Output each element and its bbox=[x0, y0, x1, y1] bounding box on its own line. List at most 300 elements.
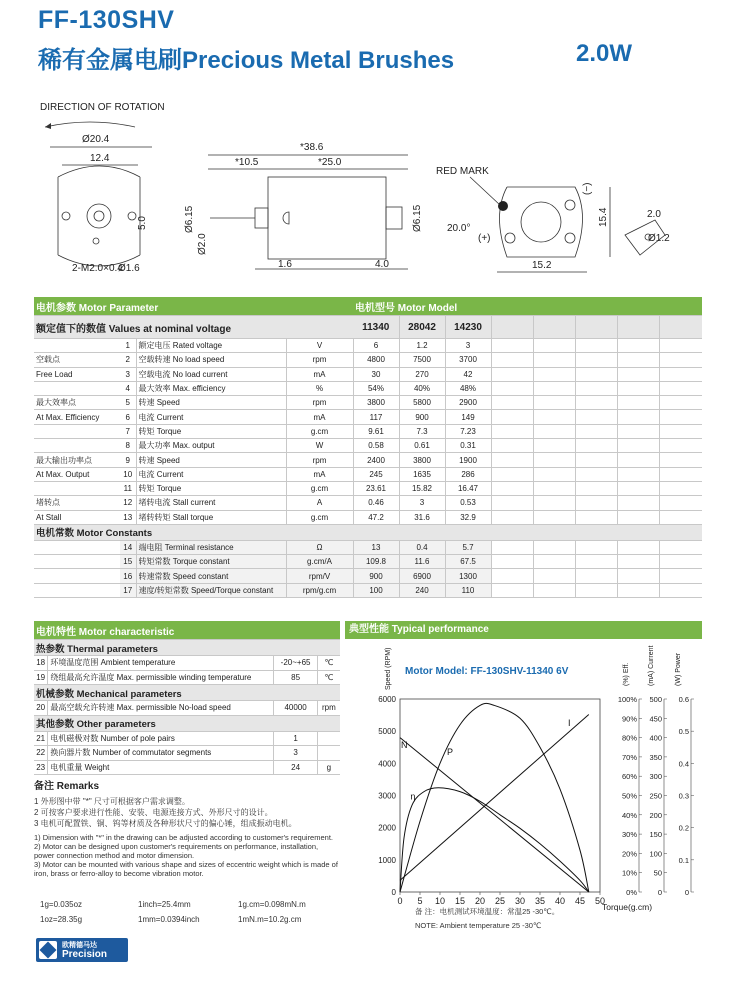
unit-3: 1g.cm=0.098mN.m bbox=[238, 900, 306, 909]
row-value: 110 bbox=[445, 583, 491, 597]
side-d1: Ø6.15 bbox=[184, 205, 195, 233]
empty-cell bbox=[659, 569, 702, 583]
table-row bbox=[34, 367, 702, 381]
current-tick-label: 500 bbox=[649, 695, 662, 704]
empty-cell bbox=[533, 439, 575, 453]
row-item: 转矩常数 Torque constant bbox=[136, 555, 286, 569]
row-group: 最大效率点 bbox=[34, 396, 120, 410]
table-row bbox=[34, 555, 702, 569]
row-group: At Max. Output bbox=[34, 467, 120, 481]
row-value: 1 bbox=[274, 731, 317, 746]
row-value: 3800 bbox=[353, 396, 399, 410]
empty-cell bbox=[617, 424, 659, 438]
other-subheader: 其他参数 Other parameters bbox=[34, 715, 340, 731]
empty-cell bbox=[659, 424, 702, 438]
row-number: 7 bbox=[120, 424, 136, 438]
x-tick-label: 30 bbox=[514, 896, 526, 906]
eff-tick-label: 100% bbox=[617, 695, 637, 704]
rear-outline bbox=[500, 187, 583, 257]
row-unit: rpm/V bbox=[286, 569, 353, 583]
rear-height: 15.4 bbox=[598, 207, 609, 227]
empty-cell bbox=[575, 396, 617, 410]
empty-cell bbox=[491, 424, 533, 438]
speed-tick-label: 6000 bbox=[378, 695, 396, 704]
row-number: 19 bbox=[34, 670, 48, 685]
row-unit: V bbox=[286, 339, 353, 353]
model-col-1: 11340 bbox=[353, 316, 399, 339]
empty-cell bbox=[533, 396, 575, 410]
empty-cell bbox=[491, 381, 533, 395]
table-row bbox=[34, 396, 702, 410]
row-unit bbox=[317, 731, 340, 746]
unit-5: 1mm=0.0394inch bbox=[138, 915, 200, 924]
x-tick-label: 25 bbox=[494, 896, 506, 906]
remark-cn-1: 1 外形图中带 "*" 尺寸可根据客户需求调整。 bbox=[34, 797, 190, 806]
empty-cell bbox=[617, 510, 659, 524]
x-tick-label: 15 bbox=[454, 896, 466, 906]
side-l2: *25.0 bbox=[318, 157, 342, 168]
row-value: 100 bbox=[353, 583, 399, 597]
row-item: 最大效率 Max. efficiency bbox=[136, 381, 286, 395]
series-label: η bbox=[410, 791, 416, 802]
row-value: 2400 bbox=[353, 453, 399, 467]
row-unit: rpm/g.cm bbox=[286, 583, 353, 597]
row-value: 42 bbox=[445, 367, 491, 381]
power-tick-label: 0.2 bbox=[678, 823, 689, 833]
empty-cell bbox=[491, 569, 533, 583]
row-value: 24 bbox=[274, 760, 317, 775]
eff-tick-label: 10% bbox=[621, 868, 637, 878]
row-item: 电机磁极对数 Number of pole pairs bbox=[48, 731, 274, 746]
row-value: 900 bbox=[399, 410, 445, 424]
empty-cell bbox=[575, 583, 617, 597]
empty-cell bbox=[491, 453, 533, 467]
empty-cell bbox=[617, 381, 659, 395]
row-value: 9.61 bbox=[353, 424, 399, 438]
row-group: 最大输出功率点 bbox=[34, 453, 120, 467]
row-number: 3 bbox=[120, 367, 136, 381]
power-tick-label: 0.6 bbox=[678, 695, 689, 704]
empty-cell bbox=[491, 555, 533, 569]
row-value: 3700 bbox=[445, 353, 491, 367]
empty-cell bbox=[659, 453, 702, 467]
row-number: 18 bbox=[34, 656, 48, 671]
row-group bbox=[34, 540, 120, 554]
row-value: 1.2 bbox=[399, 339, 445, 353]
row-unit: % bbox=[286, 381, 353, 395]
row-group bbox=[34, 381, 120, 395]
row-value: 40000 bbox=[274, 701, 317, 716]
power-tick-label: 0.1 bbox=[678, 855, 689, 865]
front-height: 5.0 bbox=[137, 216, 148, 230]
chart-note-en: NOTE: Ambient temperature 25 -30℃ bbox=[415, 921, 542, 930]
series-line bbox=[400, 738, 589, 892]
x-tick-label: 5 bbox=[417, 896, 423, 906]
row-unit: mA bbox=[286, 367, 353, 381]
empty-cell bbox=[533, 510, 575, 524]
row-number: 10 bbox=[120, 467, 136, 481]
row-value: 6900 bbox=[399, 569, 445, 583]
row-value: 0.4 bbox=[399, 540, 445, 554]
unit-2: 1inch=25.4mm bbox=[138, 900, 191, 909]
row-value: 245 bbox=[353, 467, 399, 481]
model-col-2: 28042 bbox=[399, 316, 445, 339]
row-item: 转速常数 Speed constant bbox=[136, 569, 286, 583]
power-tick-label: 0 bbox=[684, 888, 689, 897]
series-line bbox=[400, 714, 589, 880]
row-value: 3 bbox=[274, 746, 317, 761]
row-value: 4800 bbox=[353, 353, 399, 367]
empty-cell bbox=[533, 555, 575, 569]
table-row bbox=[34, 439, 702, 453]
empty-cell bbox=[491, 540, 533, 554]
empty-cell bbox=[533, 583, 575, 597]
table-row bbox=[34, 583, 702, 597]
empty-cell bbox=[575, 555, 617, 569]
row-value: 0.46 bbox=[353, 496, 399, 510]
model-header: 电机型号 Motor Model bbox=[353, 297, 702, 316]
row-item: 最大功率 Max. output bbox=[136, 439, 286, 453]
row-unit: g.cm bbox=[286, 481, 353, 495]
power-tick-label: 0.3 bbox=[678, 791, 689, 801]
row-value: 13 bbox=[353, 540, 399, 554]
empty-cell bbox=[617, 569, 659, 583]
row-number: 13 bbox=[120, 510, 136, 524]
empty-cell bbox=[533, 481, 575, 495]
x-tick-label: 45 bbox=[574, 896, 586, 906]
rear-plus: (+) bbox=[478, 233, 491, 244]
row-unit: Ω bbox=[286, 540, 353, 554]
eff-tick-label: 20% bbox=[621, 849, 637, 859]
empty-cell bbox=[659, 481, 702, 495]
nominal-subheader: 额定值下的数值 Values at nominal voltage bbox=[34, 316, 353, 339]
empty-cell bbox=[575, 467, 617, 481]
empty-cell bbox=[617, 467, 659, 481]
speed-tick-label: 3000 bbox=[378, 791, 396, 801]
model-title: FF-130SHV bbox=[38, 6, 175, 34]
empty-cell bbox=[659, 439, 702, 453]
empty-cell bbox=[617, 496, 659, 510]
table-row bbox=[34, 569, 702, 583]
row-value: 1635 bbox=[399, 467, 445, 481]
eff-tick-label: 90% bbox=[621, 714, 637, 724]
empty-cell bbox=[533, 353, 575, 367]
row-item: 电机重量 Weight bbox=[48, 760, 274, 775]
row-item: 转速 Speed bbox=[136, 453, 286, 467]
row-value: 270 bbox=[399, 367, 445, 381]
side-total: *38.6 bbox=[300, 142, 324, 153]
empty-cell bbox=[659, 367, 702, 381]
row-unit: W bbox=[286, 439, 353, 453]
empty-cell bbox=[659, 555, 702, 569]
unit-6: 1mN.m=10.2g.cm bbox=[238, 915, 302, 924]
unit-1: 1g=0.035oz bbox=[40, 900, 83, 909]
empty-cell bbox=[533, 339, 575, 353]
row-group: 堵转点 bbox=[34, 496, 120, 510]
empty-cell bbox=[533, 381, 575, 395]
empty-cell bbox=[617, 439, 659, 453]
remarks-title: 备注 Remarks bbox=[34, 781, 100, 792]
row-group bbox=[34, 569, 120, 583]
rotation-label: DIRECTION OF ROTATION bbox=[40, 102, 165, 113]
series-label: I bbox=[568, 718, 571, 729]
table-row bbox=[34, 496, 702, 510]
row-number: 12 bbox=[120, 496, 136, 510]
empty-cell bbox=[533, 424, 575, 438]
row-number: 16 bbox=[120, 569, 136, 583]
speed-tick-label: 2000 bbox=[378, 823, 396, 833]
eff-tick-label: 70% bbox=[621, 752, 637, 762]
row-unit: rpm bbox=[317, 701, 340, 716]
eff-tick-label: 80% bbox=[621, 733, 637, 743]
row-item: 转矩 Torque bbox=[136, 481, 286, 495]
side-d2: Ø2.0 bbox=[197, 233, 208, 255]
row-value: 900 bbox=[353, 569, 399, 583]
motor-parameter-table bbox=[34, 297, 702, 598]
front-dia: Ø20.4 bbox=[82, 134, 110, 145]
row-group bbox=[34, 439, 120, 453]
eff-tick-label: 30% bbox=[621, 830, 637, 840]
row-group: At Max. Efficiency bbox=[34, 410, 120, 424]
empty-cell bbox=[575, 367, 617, 381]
row-value: 0.31 bbox=[445, 439, 491, 453]
row-number: 5 bbox=[120, 396, 136, 410]
logo-cn: 欧精德马达 bbox=[62, 942, 97, 949]
mechanical-subheader: 机械参数 Mechanical parameters bbox=[34, 685, 340, 701]
rotation-arrow bbox=[45, 122, 135, 127]
row-value: 54% bbox=[353, 381, 399, 395]
row-value: 2900 bbox=[445, 396, 491, 410]
empty-cell bbox=[491, 481, 533, 495]
table-row bbox=[34, 701, 340, 716]
empty-cell bbox=[491, 583, 533, 597]
empty-cell bbox=[575, 496, 617, 510]
current-tick-label: 0 bbox=[657, 888, 662, 897]
row-number: 14 bbox=[120, 540, 136, 554]
row-group bbox=[34, 555, 120, 569]
row-item: 转矩 Torque bbox=[136, 424, 286, 438]
red-mark-dot bbox=[498, 201, 508, 211]
row-item: 环境温度范围 Ambient temperature bbox=[48, 656, 274, 671]
param-header: 电机参数 Motor Parameter bbox=[34, 297, 353, 316]
empty-cell bbox=[533, 467, 575, 481]
current-tick-label: 300 bbox=[649, 772, 662, 782]
empty-cell bbox=[575, 339, 617, 353]
empty-cell bbox=[533, 453, 575, 467]
front-width: 12.4 bbox=[90, 153, 110, 164]
rear-angle: 20.0° bbox=[447, 223, 471, 234]
empty-cell bbox=[533, 540, 575, 554]
current-tick-label: 50 bbox=[653, 868, 662, 878]
eff-tick-label: 60% bbox=[621, 772, 637, 782]
row-value: 3800 bbox=[399, 453, 445, 467]
row-number: 22 bbox=[34, 746, 48, 761]
empty-cell bbox=[659, 353, 702, 367]
row-unit: g.cm/A bbox=[286, 555, 353, 569]
row-value: -20~+65 bbox=[274, 656, 317, 671]
row-group: 空载点 bbox=[34, 353, 120, 367]
empty-cell bbox=[659, 583, 702, 597]
row-item: 空载电流 No load current bbox=[136, 367, 286, 381]
row-number: 20 bbox=[34, 701, 48, 716]
empty-cell bbox=[659, 381, 702, 395]
logo-en: Precision bbox=[62, 949, 108, 960]
row-number: 9 bbox=[120, 453, 136, 467]
side-l1: *10.5 bbox=[235, 157, 259, 168]
row-value: 0.53 bbox=[445, 496, 491, 510]
empty-cell bbox=[533, 367, 575, 381]
performance-chart bbox=[345, 642, 702, 942]
current-tick-label: 350 bbox=[649, 752, 662, 762]
unit-4: 1oz=28.35g bbox=[40, 915, 83, 924]
row-value: 23.61 bbox=[353, 481, 399, 495]
empty-cell bbox=[659, 540, 702, 554]
row-value: 240 bbox=[399, 583, 445, 597]
row-value: 109.8 bbox=[353, 555, 399, 569]
side-s2: 4.0 bbox=[375, 259, 389, 270]
thermal-subheader: 热参数 Thermal parameters bbox=[34, 640, 340, 656]
current-tick-label: 450 bbox=[649, 714, 662, 724]
row-value: 3 bbox=[445, 339, 491, 353]
eff-tick-label: 0% bbox=[626, 888, 637, 897]
front-shaft bbox=[94, 211, 104, 221]
row-item: 端电阻 Terminal resistance bbox=[136, 540, 286, 554]
power-tick-label: 0.5 bbox=[678, 727, 689, 737]
eff-tick-label: 40% bbox=[621, 810, 637, 820]
empty-cell bbox=[617, 555, 659, 569]
empty-cell bbox=[491, 396, 533, 410]
performance-header: 典型性能 Typical performance bbox=[345, 621, 702, 639]
front-bearing bbox=[87, 204, 111, 228]
empty-cell bbox=[617, 396, 659, 410]
row-unit: ℃ bbox=[317, 656, 340, 671]
row-unit: mA bbox=[286, 410, 353, 424]
empty-cell bbox=[617, 481, 659, 495]
table-row bbox=[34, 424, 702, 438]
row-item: 速度/转矩常数 Speed/Torque constant bbox=[136, 583, 286, 597]
row-group: Free Load bbox=[34, 367, 120, 381]
x-tick-label: 40 bbox=[554, 896, 566, 906]
empty-cell bbox=[617, 367, 659, 381]
eff-tick-label: 50% bbox=[621, 791, 637, 801]
empty-cell bbox=[575, 510, 617, 524]
row-number: 2 bbox=[120, 353, 136, 367]
x-tick-label: 20 bbox=[474, 896, 486, 906]
row-unit bbox=[317, 746, 340, 761]
row-value: 30 bbox=[353, 367, 399, 381]
row-value: 32.9 bbox=[445, 510, 491, 524]
empty-cell bbox=[617, 410, 659, 424]
row-value: 3 bbox=[399, 496, 445, 510]
speed-tick-label: 5000 bbox=[378, 727, 396, 737]
empty-cell bbox=[575, 410, 617, 424]
empty-cell bbox=[575, 353, 617, 367]
row-unit: rpm bbox=[286, 396, 353, 410]
empty-cell bbox=[617, 339, 659, 353]
row-number: 6 bbox=[120, 410, 136, 424]
table-row bbox=[34, 339, 702, 353]
row-value: 7.23 bbox=[445, 424, 491, 438]
side-d3: Ø6.15 bbox=[412, 204, 423, 232]
eff-axis-label: (%) Eff. bbox=[623, 662, 630, 686]
page-subtitle: 稀有金属电刷Precious Metal Brushes bbox=[38, 47, 455, 74]
model-col-3: 14230 bbox=[445, 316, 491, 339]
row-item: 空载转速 No load speed bbox=[136, 353, 286, 367]
row-number: 1 bbox=[120, 339, 136, 353]
x-axis-label: Torque(g.cm) bbox=[602, 902, 653, 912]
row-value: 1300 bbox=[445, 569, 491, 583]
table-row bbox=[34, 731, 340, 746]
front-dia2: Ø1.6 bbox=[118, 263, 140, 274]
row-number: 15 bbox=[120, 555, 136, 569]
row-number: 8 bbox=[120, 439, 136, 453]
x-tick-label: 10 bbox=[434, 896, 446, 906]
table-row bbox=[34, 410, 702, 424]
row-group bbox=[34, 339, 120, 353]
speed-tick-label: 0 bbox=[391, 888, 396, 897]
speed-tick-label: 1000 bbox=[378, 855, 396, 865]
row-value: 11.6 bbox=[399, 555, 445, 569]
row-value: 40% bbox=[399, 381, 445, 395]
empty-cell bbox=[659, 467, 702, 481]
constants-subheader: 电机常数 Motor Constants bbox=[34, 524, 702, 540]
row-unit: rpm bbox=[286, 353, 353, 367]
power-tick-label: 0.4 bbox=[678, 759, 689, 769]
row-item: 电流 Current bbox=[136, 467, 286, 481]
table-row bbox=[34, 656, 340, 671]
empty-cell bbox=[575, 381, 617, 395]
empty-cell bbox=[491, 496, 533, 510]
technical-drawing bbox=[0, 95, 750, 290]
chart-note-cn: 备 注：电机测试环境温度：常温25 -30℃。 bbox=[415, 907, 560, 916]
row-item: 换向器片数 Number of commutator segments bbox=[48, 746, 274, 761]
row-value: 7.3 bbox=[399, 424, 445, 438]
row-value: 6 bbox=[353, 339, 399, 353]
row-number: 4 bbox=[120, 381, 136, 395]
current-tick-label: 250 bbox=[649, 791, 662, 801]
front-holes: 2-M2.0×0.4 bbox=[72, 263, 123, 274]
characteristic-table bbox=[34, 621, 340, 775]
row-group bbox=[34, 424, 120, 438]
empty-cell bbox=[617, 353, 659, 367]
empty-cell bbox=[659, 339, 702, 353]
table-row bbox=[34, 381, 702, 395]
row-value: 149 bbox=[445, 410, 491, 424]
x-tick-label: 50 bbox=[594, 896, 606, 906]
table-row bbox=[34, 481, 702, 495]
empty-cell bbox=[491, 439, 533, 453]
table-row bbox=[34, 510, 702, 524]
row-value: 286 bbox=[445, 467, 491, 481]
row-value: 7500 bbox=[399, 353, 445, 367]
remark-cn-3: 3 电机可配置铁、铜、钨等材质及各种形状尺寸的偏心锤，组成振动电机。 bbox=[34, 819, 297, 828]
current-axis-label: (mA) Current bbox=[648, 645, 655, 686]
empty-cell bbox=[491, 367, 533, 381]
rear-width: 15.2 bbox=[532, 260, 552, 271]
row-value: 67.5 bbox=[445, 555, 491, 569]
row-value: 48% bbox=[445, 381, 491, 395]
empty-cell bbox=[491, 410, 533, 424]
row-value: 0.58 bbox=[353, 439, 399, 453]
row-number: 21 bbox=[34, 731, 48, 746]
row-unit: g bbox=[317, 760, 340, 775]
row-value: 85 bbox=[274, 670, 317, 685]
empty-cell bbox=[533, 569, 575, 583]
x-tick-label: 0 bbox=[397, 896, 403, 906]
remark-en-3: 3) Motor can be mounted with various shape and sizes of eccentric weight which is made of iron, brass or ferro-alloy to become vibration motor. bbox=[34, 860, 338, 878]
chart-title: Motor Model: FF-130SHV-11340 6V bbox=[405, 666, 569, 677]
table-row bbox=[34, 353, 702, 367]
